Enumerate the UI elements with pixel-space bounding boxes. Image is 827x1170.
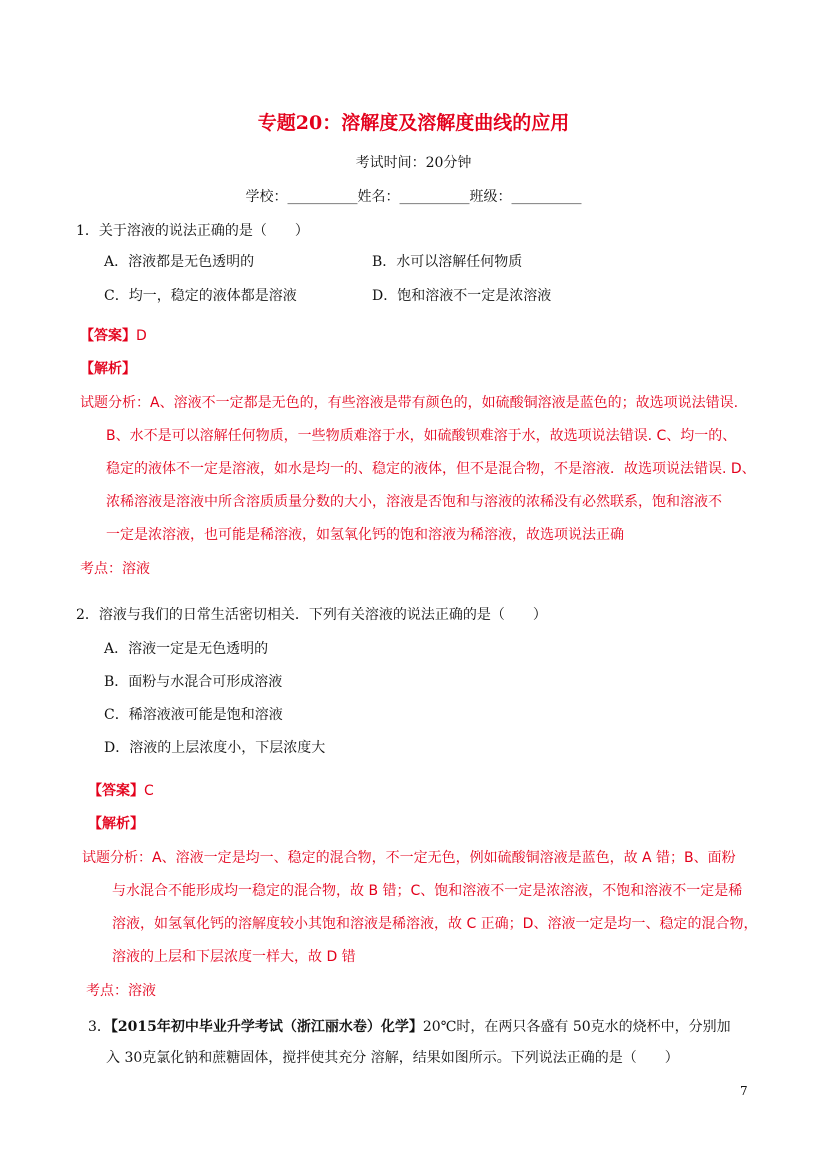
q1-analysis-label: 【解析】 [80,361,136,377]
q1-option-b: B．水可以溶解任何物质 [372,254,523,270]
q1-answer [80,325,147,345]
q1-answer-value: D [136,328,147,344]
q1-option-d: D．饱和溶液不一定是浓溶液 [372,288,552,304]
q1-analysis-line: B、水不是可以溶解任何物质，一些物质难溶于水，如硫酸钡难溶于水，故选项说法错误. C、均一的、 [106,428,737,444]
q2-stem: 2．溶液与我们的日常生活密切相关．下列有关溶液的说法正确的是（ ） [76,607,547,623]
q2-option-a: A．溶液一定是无色透明的 [104,641,269,657]
exam-time: 考试时间：20分钟 [355,155,472,171]
q2-answer-value: C [144,783,154,799]
q2-option-b: B．面粉与水混合可形成溶液 [104,674,283,690]
q2-answer-label: 【答案】 [88,783,144,799]
student-info-fields: 学校：__________姓名：__________班级：__________ [245,189,582,205]
q1-analysis-line: 浓稀溶液是溶液中所含溶质质量分数的大小，溶液是否饱和与溶液的浓稀没有必然联系，饱和溶液不 [106,494,722,510]
q2-option-c: C．稀溶液液可能是饱和溶液 [104,707,283,723]
q1-kaodian: 考点：溶液 [80,561,150,577]
q3-stem-line-1 [88,1016,731,1036]
q2-analysis-line: 溶液的上层和下层浓度一样大，故 D 错 [112,949,356,965]
q1-answer-label: 【答案】 [80,328,136,344]
q3-stem-text: 20℃时，在两只各盛有 50克水的烧杯中，分别加 [422,1019,731,1035]
q1-analysis-line: 试题分析：A、溶液不一定都是无色的，有些溶液是带有颜色的，如硫酸铜溶液是蓝色的；故选项说法错误. [80,395,739,411]
q2-analysis-line: 试题分析：A、溶液一定是均一、稳定的混合物，不一定无色，例如硫酸铜溶液是蓝色，故 A 错；B、面粉 [82,850,736,866]
q1-analysis-line: 稳定的液体不一定是溶液，如水是均一的、稳定的液体，但不是混合物，不是溶液．故选项说法错误. D、 [106,461,756,477]
q2-analysis-label: 【解析】 [88,816,144,832]
q1-analysis-line: 一定是浓溶液，也可能是稀溶液，如氢氧化钙的饱和溶液为稀溶液，故选项说法正确 [106,527,624,543]
q2-answer [88,780,154,800]
q3-source: 【2015年初中毕业升学考试（浙江丽水卷）化学】 [110,1019,423,1035]
q1-option-c: C．均一，稳定的液体都是溶液 [104,288,297,304]
page-title: 专题20：溶解度及溶解度曲线的应用 [257,112,570,134]
q2-kaodian: 考点：溶液 [86,983,156,999]
page-number: 7 [740,1084,748,1098]
q3-stem-line-2: 入 30克氯化钠和蔗糖固体，搅拌使其充分 溶解，结果如图所示。下列说法正确的是（ ） [106,1050,679,1066]
q2-option-d: D．溶液的上层浓度小，下层浓度大 [104,740,326,756]
q2-analysis-line: 与水混合不能形成均一稳定的混合物，故 B 错；C、饱和溶液不一定是浓溶液，不饱和溶液不一定是稀 [112,883,743,899]
q1-stem: 1．关于溶液的说法正确的是（ ） [76,223,309,239]
q2-analysis-line: 溶液，如氢氧化钙的溶解度较小其饱和溶液是稀溶液，故 C 正确；D、溶液一定是均一、稳定的混合物， [112,916,758,932]
q1-option-a: A．溶液都是无色透明的 [104,254,255,270]
q3-number: 3． [88,1019,111,1035]
